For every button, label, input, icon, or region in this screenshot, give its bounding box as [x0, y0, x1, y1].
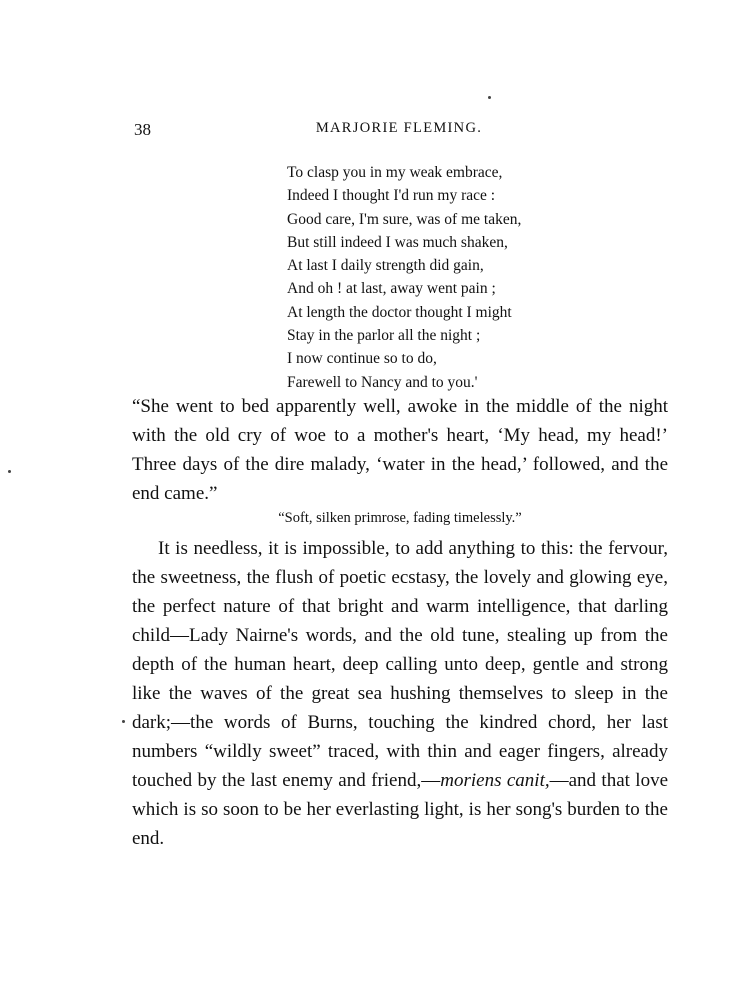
closing-text-italic: moriens canit,: [440, 770, 550, 791]
paper-speck: [488, 96, 491, 99]
paper-speck: [8, 470, 11, 473]
closing-text-start: It is needless, it is impossible, to add anything to this: the fervour, the sweetness, the flush of poetic ecstasy, the lovely and glowing eye, the perfect nature of that bright and warm intelligence, that darling child—Lady Nairne's words, and the old tune, stealing up from the depth of the human heart, deep calling unto deep, gentle and strong like the waves of the great sea hushing themselves to sleep in the dark;—the words of Burns, touching the kindred chord, her last numbers “wildly sweet” traced, with thin and eager fingers, already touched by the last enemy and friend,—: [132, 538, 668, 791]
poem-stanza: [287, 161, 521, 394]
poem-line: And oh ! at last, away went pain ;: [287, 280, 496, 298]
paragraph-closing: [132, 534, 668, 853]
poem-line: Farewell to Nancy and to you.': [287, 373, 478, 391]
poem-line: To clasp you in my weak embrace,: [287, 164, 503, 181]
poem-line: I now continue so to do,: [287, 350, 437, 368]
paper-speck: [122, 720, 125, 723]
poem-line: But still indeed I was much shaken,: [287, 233, 508, 251]
running-title: MARJORIE FLEMING.: [315, 120, 483, 136]
paragraph-quote: “She went to bed apparently well, awoke in the middle of the night with the old cry of woe to a mother's heart, ‘My head, my head!’ Three days of the dire malady, ‘water in the head,’ followed, and the end came.”: [132, 396, 668, 504]
poem-line: Indeed I thought I'd run my race :: [287, 187, 496, 205]
poem-line: Good care, I'm sure, was of me taken,: [287, 210, 522, 228]
poem-line: Stay in the parlor all the night ;: [287, 327, 481, 345]
closing-text-end: —and that love which is so soon to be her everlasting light, is her song's burden to the end.: [132, 770, 669, 849]
poem-line: At last I daily strength did gain,: [287, 257, 484, 275]
page-number: 38: [134, 120, 151, 139]
page-header: [134, 120, 664, 144]
poem-line: At length the doctor thought I might: [287, 303, 512, 321]
epigraph: “Soft, silken primrose, fading timelessly.”: [278, 510, 522, 526]
